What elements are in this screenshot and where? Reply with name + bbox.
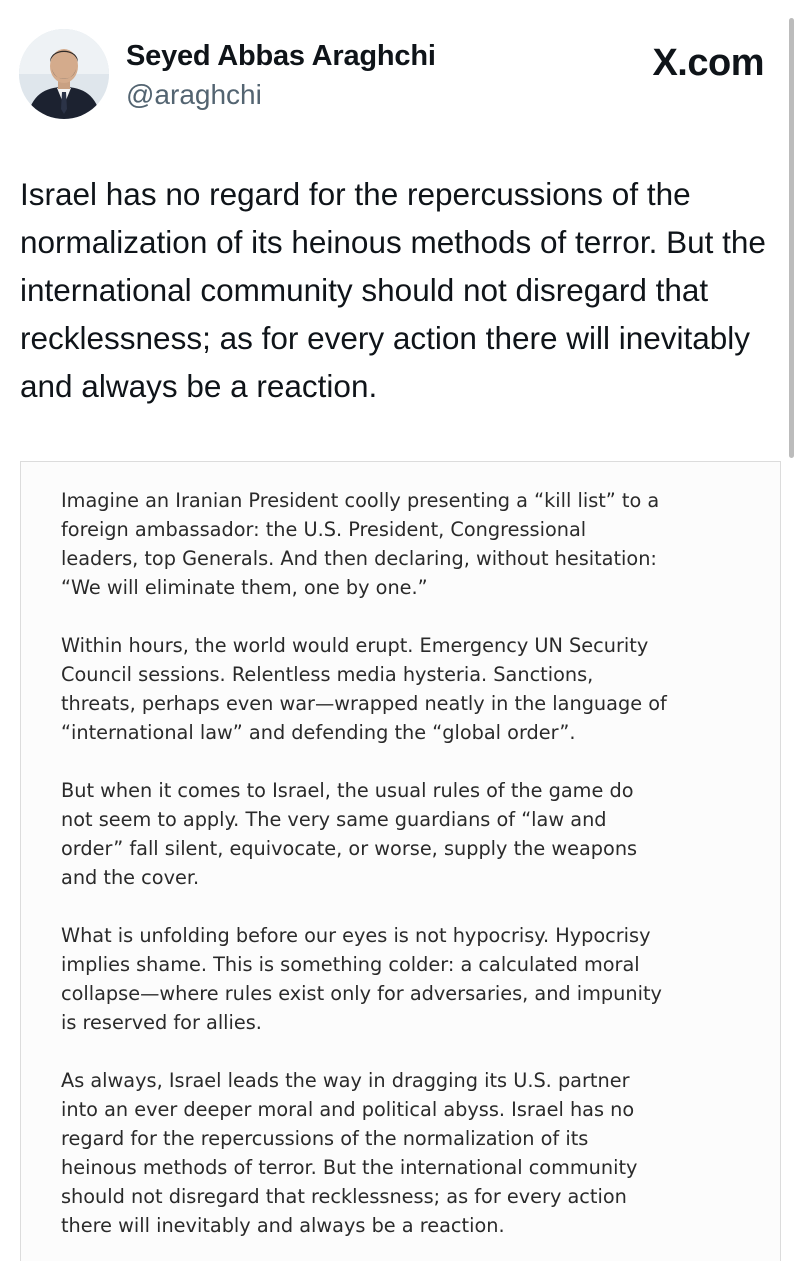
scrollbar[interactable] [789, 18, 794, 458]
attached-statement-image[interactable] [20, 461, 781, 1261]
statement-paragraph: Within hours, the world would erupt. Emergency UN Security Council sessions. Relentless media hysteria. Sanctions, threats, perhaps even war—wrapped neatly in the language of “international law” and defending the “global order”. [61, 634, 667, 744]
person-avatar-icon [19, 29, 109, 119]
statement-paragraph: But when it comes to Israel, the usual rules of the game do not seem to apply. The very same guardians of “law and order” fall silent, equivocate, or worse, supply the weapons and the cover. [61, 779, 638, 889]
tweet-header [0, 0, 800, 130]
statement-paragraph: As always, Israel leads the way in dragging its U.S. partner into an ever deeper moral and political abyss. Israel has no regard for the repercussions of the normalization of its heinous methods of terror. But the international community should not disregard that recklessness; as for every action there will inevitably and always be a reaction. [61, 1069, 638, 1237]
x-logo-brand: X.com [652, 42, 764, 84]
display-name[interactable]: Seyed Abbas Araghchi [126, 40, 436, 72]
statement-body [61, 486, 751, 1269]
statement-paragraph: What is unfolding before our eyes is not hypocrisy. Hypocrisy implies shame. This is something colder: a calculated moral collapse—where rules exist only for adversaries, and impunity is reserved for allies. [61, 924, 662, 1034]
profile-avatar[interactable] [19, 29, 109, 119]
statement-paragraph: Imagine an Iranian President coolly presenting a “kill list” to a foreign ambassador: the U.S. President, Congressional leaders, top Generals. And then declaring, without hesitation: “We will eliminate them, one by one.” [61, 489, 660, 599]
tweet-text: Israel has no regard for the repercussions of the normalization of its heinous methods of terror. But the international community should not disregard that recklessness; as for every action there will inevitably and always be a reaction. [20, 176, 766, 404]
user-handle[interactable]: @araghchi [126, 79, 262, 110]
